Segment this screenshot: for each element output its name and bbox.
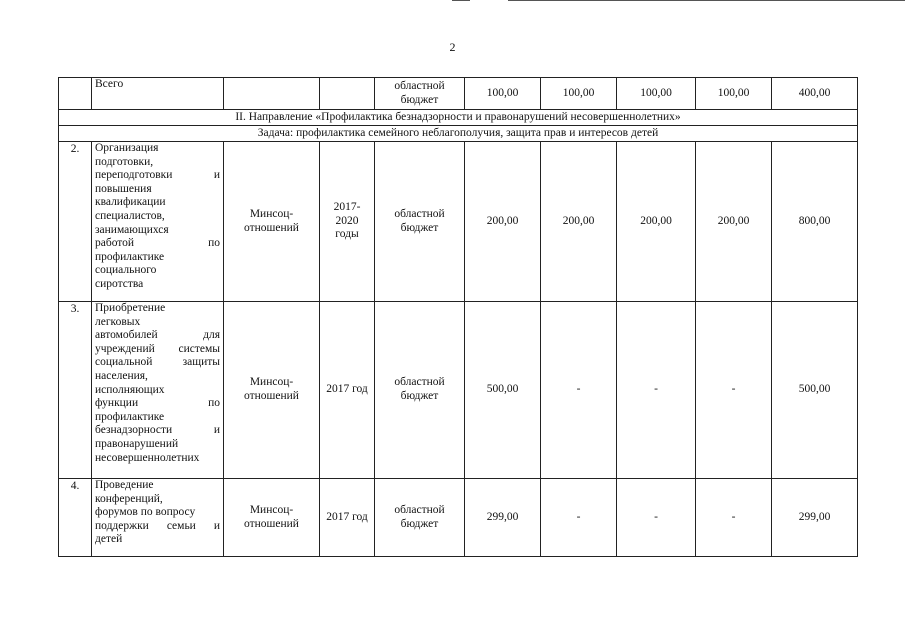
name-word: по <box>208 397 220 410</box>
name-word: и <box>213 169 220 182</box>
name-line <box>95 264 220 278</box>
name-word: форумов по вопросу <box>95 506 196 519</box>
cell-executor: Минсоц-отношений <box>224 142 320 302</box>
name-word: для <box>203 329 220 342</box>
page-number: 2 <box>449 40 456 54</box>
cell-y1: 200,00 <box>465 142 541 302</box>
name-line <box>95 493 220 507</box>
cell-source: областной бюджет <box>375 78 465 110</box>
cell-period <box>320 78 375 110</box>
name-line <box>95 210 220 224</box>
name-word: правонарушений <box>95 437 179 450</box>
cell-source: областной бюджет <box>375 142 465 302</box>
cell-name <box>92 479 224 557</box>
cell-period: 2017 год <box>320 479 375 557</box>
name-word: автомобилей <box>95 329 158 342</box>
name-word: повышения <box>95 182 152 195</box>
cell-y3: - <box>617 302 696 479</box>
name-word: подготовки, <box>95 155 154 168</box>
table-row-total <box>59 78 858 110</box>
cell-y2: - <box>541 302 617 479</box>
name-line <box>95 384 220 398</box>
top-rule-left <box>452 0 470 1</box>
name-word: безнадзорности <box>95 424 173 437</box>
cell-executor <box>224 78 320 110</box>
cell-y4: 100,00 <box>696 78 772 110</box>
name-word: Организация <box>95 142 159 154</box>
name-line <box>95 142 220 156</box>
cell-period: 2017-2020 годы <box>320 142 375 302</box>
cell-y4: 200,00 <box>696 142 772 302</box>
name-line <box>95 278 220 292</box>
name-line <box>95 438 220 452</box>
name-line <box>95 370 220 384</box>
cell-sum: 400,00 <box>772 78 858 110</box>
cell-period: 2017 год <box>320 302 375 479</box>
name-word: легковых <box>95 315 141 328</box>
cell-y1: 299,00 <box>465 479 541 557</box>
name-line <box>95 196 220 210</box>
name-line <box>95 169 220 183</box>
name-word: сиротства <box>95 277 144 290</box>
name-line <box>95 411 220 425</box>
name-line <box>95 237 220 251</box>
cell-sum: 800,00 <box>772 142 858 302</box>
cell-y2: - <box>541 479 617 557</box>
name-word: Приобретение <box>95 302 166 314</box>
name-line <box>95 479 220 493</box>
cell-y1: 100,00 <box>465 78 541 110</box>
cell-y3: 200,00 <box>617 142 696 302</box>
name-line <box>95 316 220 330</box>
name-line <box>95 156 220 170</box>
name-word: детей <box>95 533 123 546</box>
name-word: защиты <box>182 356 220 369</box>
cell-sum: 299,00 <box>772 479 858 557</box>
name-word: по <box>208 237 220 250</box>
cell-y3: 100,00 <box>617 78 696 110</box>
name-word: профилактике <box>95 250 165 263</box>
cell-y2: 100,00 <box>541 78 617 110</box>
section-task: Задача: профилактика семейного неблагополучия, защита прав и интересов детей <box>59 126 858 142</box>
cell-y4: - <box>696 479 772 557</box>
cell-sum: 500,00 <box>772 302 858 479</box>
name-line <box>95 533 220 547</box>
name-line <box>95 520 220 534</box>
name-word: населения, <box>95 369 148 382</box>
name-word: и <box>213 424 220 437</box>
name-word: функции <box>95 397 139 410</box>
name-word: поддержки <box>95 519 149 532</box>
name-line <box>95 251 220 265</box>
name-line <box>95 183 220 197</box>
name-word: исполняющих <box>95 383 165 396</box>
name-line <box>95 356 220 370</box>
table-row-direction <box>59 110 858 126</box>
cell-y2: 200,00 <box>541 142 617 302</box>
cell-executor: Минсоц-отношений <box>224 302 320 479</box>
name-line <box>95 224 220 238</box>
cell-num: 2. <box>59 142 92 302</box>
cell-y4: - <box>696 302 772 479</box>
name-word: специалистов, <box>95 209 165 222</box>
cell-num: 3. <box>59 302 92 479</box>
name-word: квалификации <box>95 196 166 209</box>
table-row <box>59 302 858 479</box>
name-word: учреждений <box>95 342 155 355</box>
table-row <box>59 142 858 302</box>
name-word: социального <box>95 264 157 277</box>
name-line <box>95 506 220 520</box>
cell-source: областной бюджет <box>375 302 465 479</box>
name-line <box>95 452 220 466</box>
cell-num: 4. <box>59 479 92 557</box>
name-word: и <box>213 519 220 532</box>
name-word: занимающихся <box>95 223 169 236</box>
section-direction: II. Направление «Профилактика безнадзорности и правонарушений несовершеннолетних» <box>59 110 858 126</box>
name-line <box>95 397 220 411</box>
name-line <box>95 424 220 438</box>
cell-y3: - <box>617 479 696 557</box>
name-word: системы <box>178 342 220 355</box>
table-row <box>59 479 858 557</box>
cell-name <box>92 302 224 479</box>
name-word: социальной <box>95 356 153 369</box>
program-table <box>58 77 858 557</box>
name-line <box>95 302 220 316</box>
name-line <box>95 329 220 343</box>
name-word: конференций, <box>95 492 163 505</box>
cell-num <box>59 78 92 110</box>
top-rule-right <box>508 0 905 1</box>
cell-executor: Минсоц-отношений <box>224 479 320 557</box>
cell-source: областной бюджет <box>375 479 465 557</box>
name-word: Проведение <box>95 479 154 491</box>
cell-total-label: Всего <box>92 78 224 110</box>
cell-name <box>92 142 224 302</box>
name-word: профилактике <box>95 410 165 423</box>
name-word: переподготовки <box>95 169 173 182</box>
name-word: несовершеннолетних <box>95 451 200 464</box>
name-word: работой <box>95 237 135 250</box>
cell-y1: 500,00 <box>465 302 541 479</box>
table-row-task <box>59 126 858 142</box>
name-line <box>95 343 220 357</box>
name-word: семьи <box>166 519 196 532</box>
